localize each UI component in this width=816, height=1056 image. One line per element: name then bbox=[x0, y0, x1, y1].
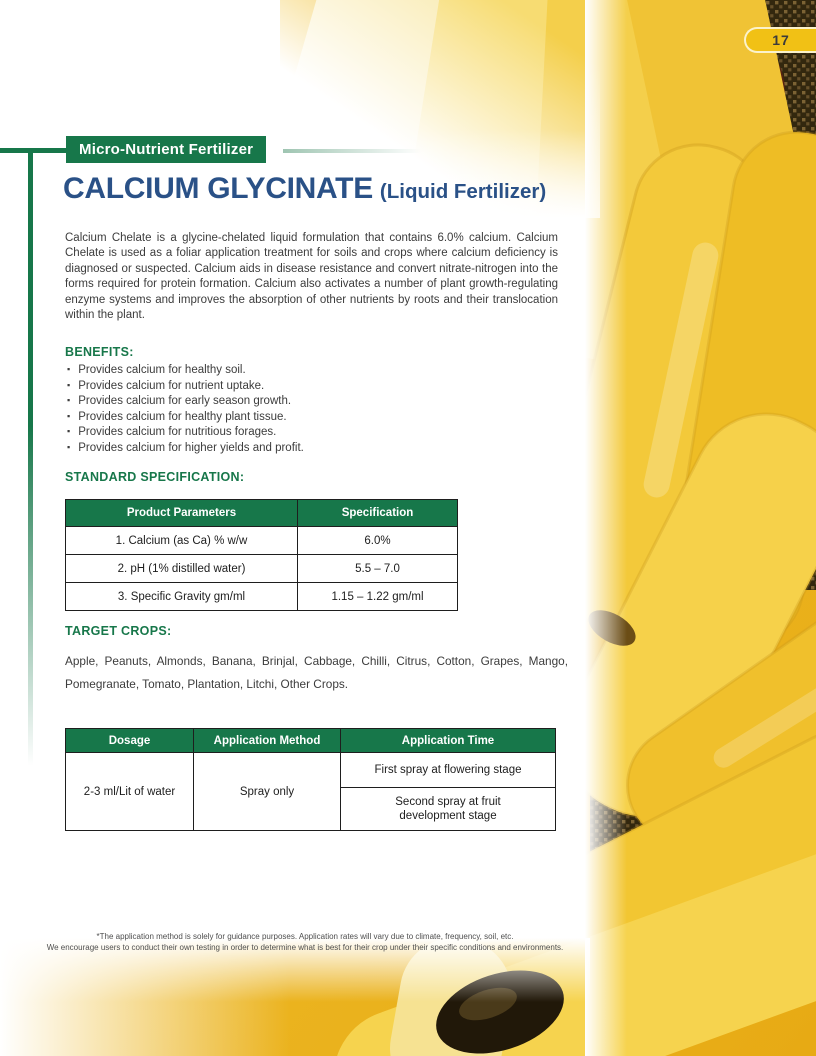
spec-header-row bbox=[66, 500, 458, 527]
target-crops-text: Apple, Peanuts, Almonds, Banana, Brinjal, Cabbage, Chilli, Citrus, Cotton, Grapes, Mango, Pomegranate, Tomato, Plantation, Litchi, Other Crops. bbox=[65, 654, 568, 691]
table-row bbox=[66, 753, 556, 788]
page-number-badge bbox=[744, 27, 816, 53]
category-banner-label: Micro-Nutrient Fertilizer bbox=[79, 141, 254, 158]
benefit-item: ▪ Provides calcium for nutritious forages. bbox=[67, 425, 304, 441]
benefits-heading: BENEFITS: bbox=[65, 345, 134, 359]
spec-value-cell: 6.0% bbox=[298, 527, 458, 555]
app-time-cell bbox=[341, 788, 556, 831]
app-header-method: Application Method bbox=[194, 729, 341, 753]
app-header-dosage: Dosage bbox=[66, 729, 194, 753]
spec-value-cell: 1.15 – 1.22 gm/ml bbox=[298, 583, 458, 611]
specification-table bbox=[65, 499, 458, 611]
application-header-row bbox=[66, 729, 556, 753]
table-row bbox=[66, 527, 458, 555]
benefit-item: ▪ Provides calcium for healthy soil. bbox=[67, 363, 304, 379]
spec-param-cell: 2. pH (1% distilled water) bbox=[66, 555, 298, 583]
spec-header-specification: Specification bbox=[298, 500, 458, 527]
spec-param-cell: 3. Specific Gravity gm/ml bbox=[66, 583, 298, 611]
benefit-item: ▪ Provides calcium for early season growth. bbox=[67, 394, 304, 410]
benefit-item: ▪ Provides calcium for higher yields and profit. bbox=[67, 441, 304, 457]
category-banner bbox=[66, 136, 266, 163]
page-number: 17 bbox=[772, 32, 790, 48]
bracket-line-horizontal bbox=[0, 148, 72, 153]
product-title-suffix: (Liquid Fertilizer) bbox=[379, 180, 547, 203]
app-time-cell: First spray at flowering stage bbox=[341, 753, 556, 788]
app-header-time: Application Time bbox=[341, 729, 556, 753]
spec-value-cell: 5.5 – 7.0 bbox=[298, 555, 458, 583]
benefit-item: ▪ Provides calcium for healthy plant tissue. bbox=[67, 410, 304, 426]
footnote-line-2: We encourage users to conduct their own testing in order to determine what is best for their crop under their specific conditions and environments. bbox=[46, 943, 564, 952]
benefit-item: ▪ Provides calcium for nutrient uptake. bbox=[67, 379, 304, 395]
specification-heading: STANDARD SPECIFICATION: bbox=[65, 470, 245, 484]
footnote-line-1: *The application method is solely for guidance purposes. Application rates will vary due to climate, frequency, soil, etc. bbox=[96, 932, 514, 941]
banner-trailing-line bbox=[283, 149, 421, 153]
app-time-text: Second spray at fruit development stage bbox=[395, 796, 501, 822]
table-row bbox=[66, 583, 458, 611]
product-title-main: CALCIUM GLYCINATE bbox=[63, 172, 373, 205]
spec-param-cell: 1. Calcium (as Ca) % w/w bbox=[66, 527, 298, 555]
spec-header-parameters: Product Parameters bbox=[66, 500, 298, 527]
app-dosage-cell: 2-3 ml/Lit of water bbox=[66, 753, 194, 831]
footnote bbox=[24, 931, 586, 953]
target-crops-heading: TARGET CROPS: bbox=[65, 624, 172, 638]
benefits-list bbox=[67, 363, 304, 457]
bracket-line-vertical bbox=[28, 148, 33, 766]
product-description: Calcium Chelate is a glycine-chelated liquid formulation that contains 6.0% calcium. Calcium Chelate is used as a foliar application treatment for soils and crops where calcium deficiency is diagnosed or suspected. Calcium aids in disease resistance and convert nitrate-nitrogen into the forms required for protein formation. Calcium also activates a number of plant growth-regulating enzyme systems and improves the absorption of other nutrients by roots and their translocation within the plant. bbox=[65, 232, 558, 322]
application-table bbox=[65, 728, 556, 831]
table-row bbox=[66, 555, 458, 583]
product-title bbox=[63, 172, 546, 206]
app-method-cell: Spray only bbox=[194, 753, 341, 831]
